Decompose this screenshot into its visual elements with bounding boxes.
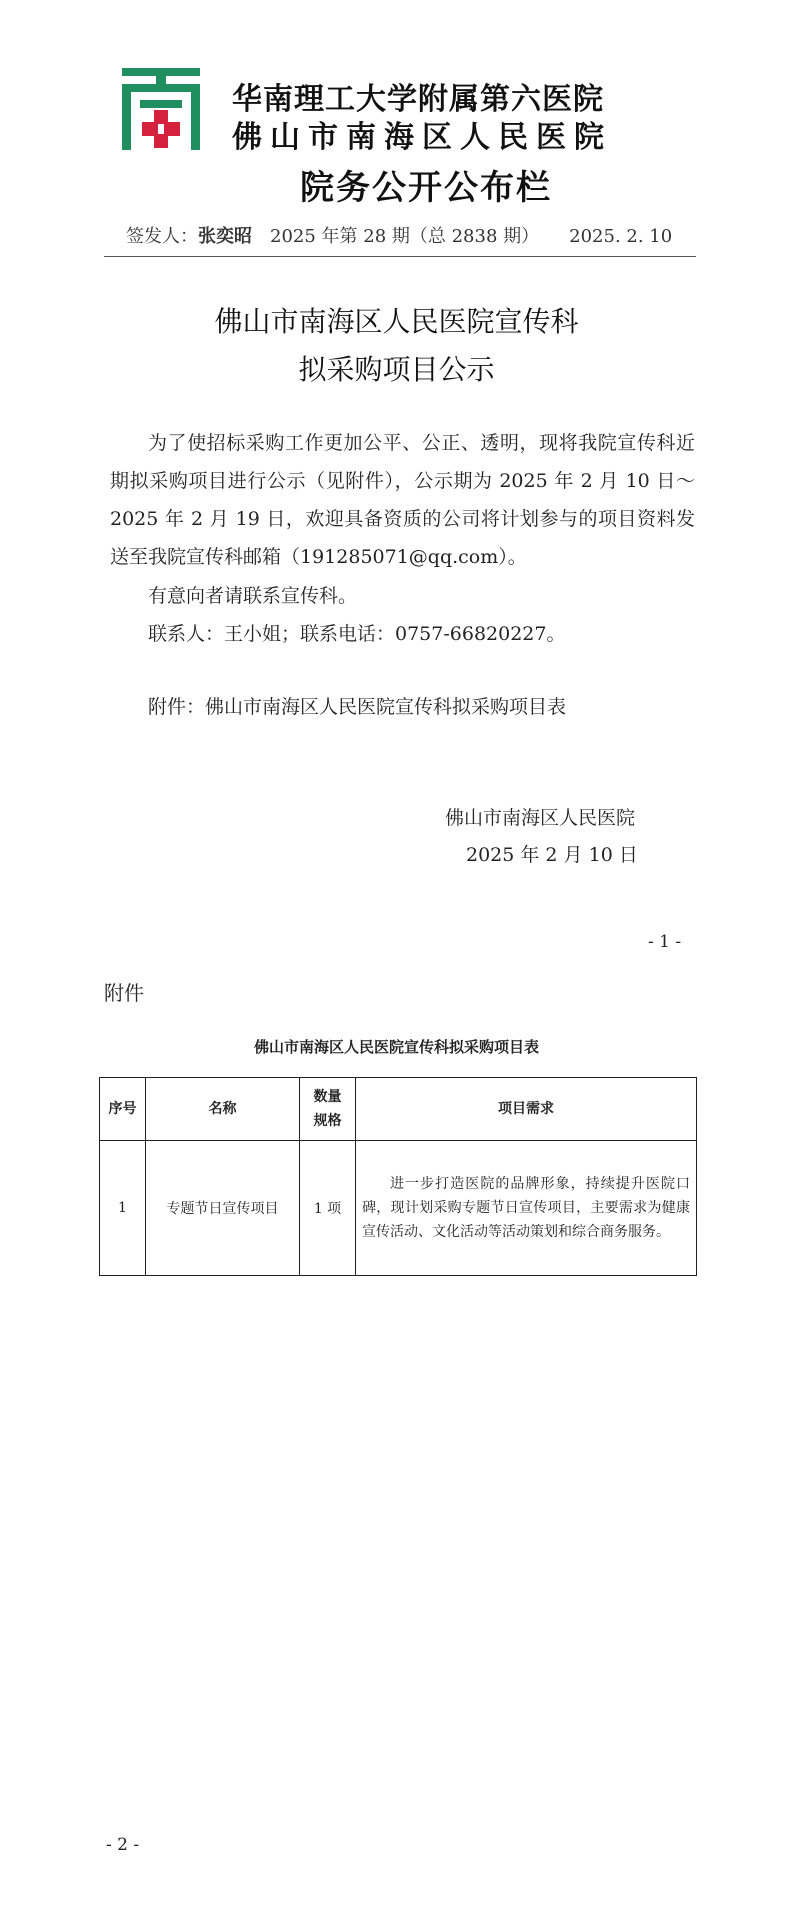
column-header-index: 序号	[100, 1078, 146, 1141]
cell-index: 1	[100, 1141, 146, 1276]
column-header-name: 名称	[146, 1078, 300, 1141]
signature-organization: 佛山市南海区人民医院	[445, 807, 636, 829]
notice-title-line1: 佛山市南海区人民医院宣传科	[214, 305, 579, 338]
issue-date: 2025. 2. 10	[569, 226, 673, 247]
notice-paragraph: 为了使招标采购工作更加公平、公正、透明，现将我院宣传科近期拟采购项目进行公示（见附件），公示期为 2025 年 2 月 10 日～2025 年 2 月 19 日，欢迎具备资质的公司将计划参与的项目资料发送至我院宣传科邮箱（191285071@qq.com）。	[110, 432, 695, 568]
cell-name: 专题节日宣传项目	[146, 1141, 300, 1276]
signer-label: 签发人：	[126, 226, 198, 247]
attachment-note: 附件：佛山市南海区人民医院宣传科拟采购项目表	[148, 696, 567, 718]
notice-title-line2: 拟采购项目公示	[298, 353, 495, 386]
cell-quantity: 1 项	[300, 1141, 356, 1276]
hospital-logo-icon	[118, 66, 204, 152]
column-header-quantity: 数量 规格	[300, 1078, 356, 1141]
signature-date: 2025 年 2 月 10 日	[466, 844, 638, 866]
table-row	[100, 1141, 697, 1276]
page-number-2: - 2 -	[106, 1835, 140, 1855]
page-number-1: - 1 -	[648, 932, 682, 952]
procurement-table	[99, 1077, 697, 1276]
table-header-row	[100, 1078, 697, 1141]
cell-requirement: 进一步打造医院的品牌形象，持续提升医院口碑，现计划采购专题节日宣传项目，主要需求为健康宣传活动、文化活动等活动策划和综合商务服务。	[356, 1141, 697, 1276]
board-title: 院务公开公布栏	[300, 168, 552, 208]
hospital-name-line1: 华南理工大学附属第六医院	[232, 82, 604, 117]
contact-line: 联系人：王小姐；联系电话：0757-66820227。	[148, 623, 566, 645]
signer-name: 张奕昭	[198, 226, 252, 247]
hospital-name-line2: 佛山市南海区人民医院	[232, 120, 612, 155]
issue-number: 2025 年第 28 期（总 2838 期）	[270, 226, 540, 247]
header-divider	[104, 256, 696, 257]
attachment-label: 附件	[104, 981, 144, 1005]
table-title: 佛山市南海区人民医院宣传科拟采购项目表	[253, 1038, 539, 1056]
issue-meta-row	[126, 222, 696, 248]
column-header-requirement: 项目需求	[356, 1078, 697, 1141]
intent-line: 有意向者请联系宣传科。	[148, 585, 358, 607]
